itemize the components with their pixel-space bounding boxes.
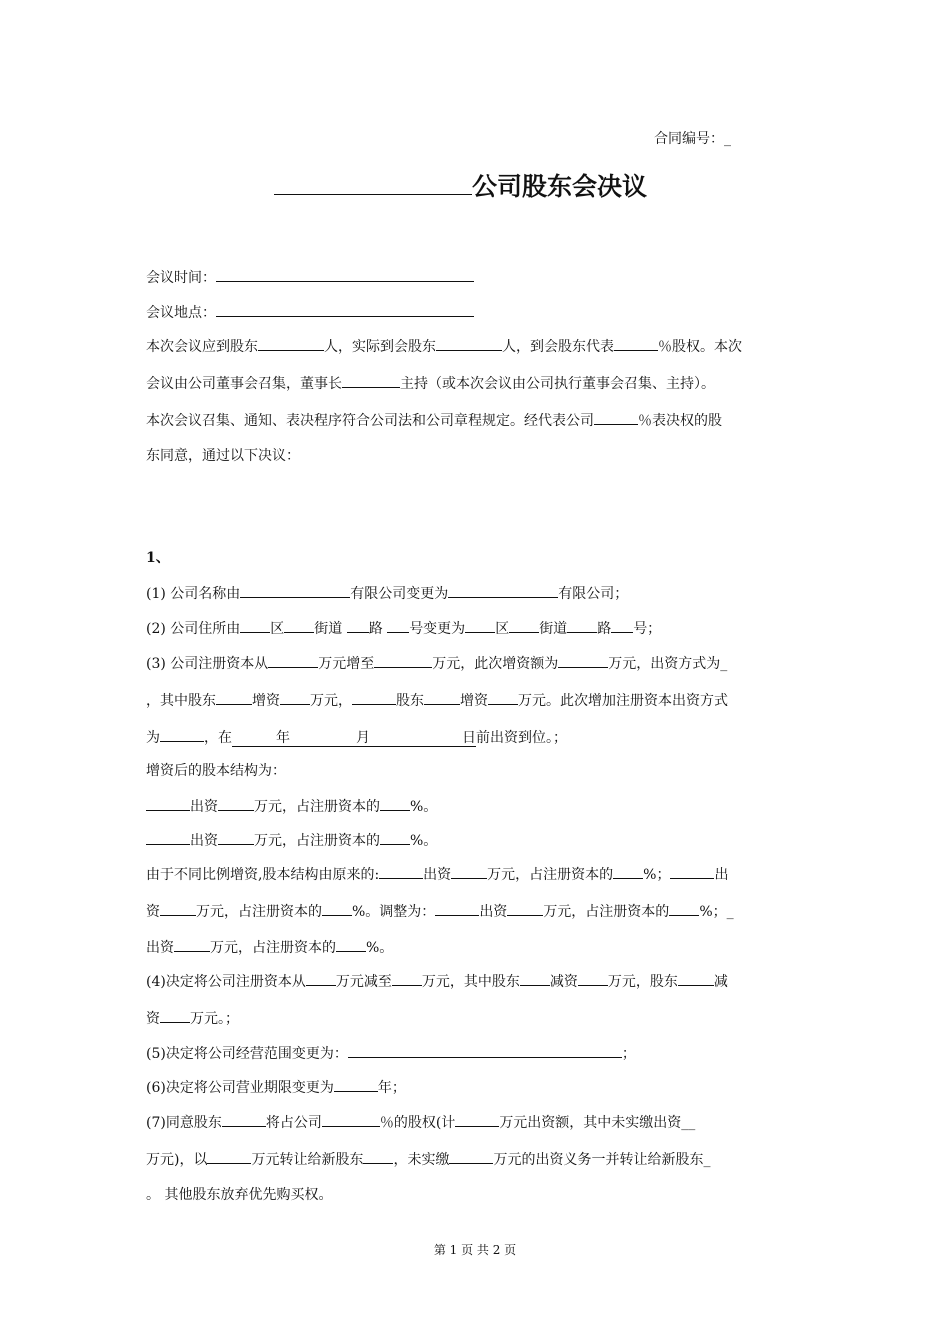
blank[interactable] xyxy=(363,1148,393,1164)
resolution-item-3-line-2 xyxy=(146,689,728,711)
blank[interactable] xyxy=(465,617,495,633)
text: 街道 xyxy=(539,621,568,637)
blank[interactable] xyxy=(207,1148,251,1164)
text: ％股权。本次 xyxy=(658,339,742,355)
text: 万元的出资义务一并转让给新股东_ xyxy=(493,1152,711,1168)
blank[interactable] xyxy=(392,970,422,986)
text: 出 xyxy=(714,867,729,883)
blank[interactable] xyxy=(567,617,597,633)
text: 增资 xyxy=(252,693,280,709)
text: 会议由公司董事会召集，董事长 xyxy=(146,376,342,392)
text: 资 xyxy=(146,904,160,920)
text: 人，实际到会股东 xyxy=(324,339,436,355)
structure-title: 增资后的股本结构为： xyxy=(146,763,286,779)
blank[interactable] xyxy=(160,726,204,742)
diff-line-3 xyxy=(146,936,393,958)
title-blank[interactable] xyxy=(274,168,472,195)
blank[interactable] xyxy=(435,900,479,916)
blank[interactable] xyxy=(424,689,460,705)
text: 万元出资额，其中未实缴出资__ xyxy=(499,1115,696,1131)
resolution-item-1 xyxy=(146,582,628,604)
blank[interactable] xyxy=(160,1007,190,1023)
blank[interactable] xyxy=(380,795,410,811)
text: 日 xyxy=(462,730,476,746)
blank[interactable] xyxy=(322,900,352,916)
blank[interactable] xyxy=(146,829,190,845)
blank[interactable] xyxy=(380,829,410,845)
text: 出资 xyxy=(479,904,508,920)
blank[interactable] xyxy=(336,936,366,952)
blank[interactable] xyxy=(448,582,558,598)
text: 路 xyxy=(368,621,383,637)
text: 出资 xyxy=(146,940,174,956)
text: 万元减至 xyxy=(335,974,392,990)
blank[interactable] xyxy=(280,689,310,705)
text: 出资 xyxy=(190,799,218,815)
text: 减资 xyxy=(549,974,578,990)
text: 万元，其中股东 xyxy=(421,974,520,990)
blank[interactable] xyxy=(451,863,487,879)
meeting-time-label: 会议时间： xyxy=(146,270,216,286)
blank[interactable] xyxy=(520,970,550,986)
text: 万元转让给新股东 xyxy=(251,1152,364,1168)
meeting-para-line-3 xyxy=(146,409,722,431)
blank[interactable] xyxy=(669,900,699,916)
blank[interactable] xyxy=(578,970,608,986)
text: 月 xyxy=(356,730,370,746)
resolution-item-6 xyxy=(146,1076,406,1098)
diff-line-2 xyxy=(146,900,734,922)
meeting-time-blank[interactable] xyxy=(216,266,474,282)
text: 本次会议应到股东 xyxy=(146,339,258,355)
blank[interactable] xyxy=(268,652,318,668)
blank[interactable] xyxy=(218,829,254,845)
text: (4)决定将公司注册资本从 xyxy=(146,974,306,990)
blank[interactable] xyxy=(146,795,190,811)
text: 万元，此次增资额为 xyxy=(432,656,559,672)
text: (6)决定将公司营业期限变更为 xyxy=(146,1080,334,1096)
text: (1) 公司名称由 xyxy=(146,586,241,602)
text: 万元，占注册资本的 xyxy=(196,904,322,920)
text: 万元，占注册资本的 xyxy=(487,867,614,883)
blank[interactable] xyxy=(594,409,638,425)
text: 有限公司； xyxy=(558,586,629,602)
date-underline[interactable] xyxy=(232,730,476,747)
text: 万元。； xyxy=(190,1011,239,1027)
blank[interactable] xyxy=(258,335,324,351)
text: 万元。此次增加注册资本出资方式 xyxy=(518,693,728,709)
text: 主持（或本次会议由公司执行董事会召集、主持）。 xyxy=(400,376,715,392)
blank[interactable] xyxy=(342,372,400,388)
meeting-time-line xyxy=(146,266,474,288)
blank[interactable] xyxy=(284,617,314,633)
blank[interactable] xyxy=(374,652,432,668)
text: ； xyxy=(621,1046,636,1062)
text: 万元，占注册资本的 xyxy=(254,799,380,815)
page-title xyxy=(274,168,647,205)
text: (7)同意股东 xyxy=(146,1115,222,1131)
text: (3) 公司注册资本从 xyxy=(146,656,269,672)
text: %；_ xyxy=(699,904,734,920)
blank[interactable] xyxy=(678,970,714,986)
text: 将占公司 xyxy=(265,1115,322,1131)
page-number: 第 1 页 共 2 页 xyxy=(433,1243,517,1257)
resolution-item-7-line-1 xyxy=(146,1111,695,1133)
blank[interactable] xyxy=(334,1076,378,1092)
text: 增资 xyxy=(460,693,488,709)
resolution-item-2 xyxy=(146,617,661,639)
text: 万元)，以 xyxy=(146,1152,208,1168)
text: 路 xyxy=(597,621,612,637)
blank[interactable] xyxy=(614,335,658,351)
text: 资 xyxy=(146,1011,160,1027)
text: 股东 xyxy=(396,693,424,709)
blank[interactable] xyxy=(352,689,396,705)
text: ，在 xyxy=(204,730,232,746)
text: %。 xyxy=(410,833,438,849)
blank[interactable] xyxy=(218,795,254,811)
meeting-para-line-2 xyxy=(146,372,715,394)
blank[interactable] xyxy=(449,1148,493,1164)
text: %。 xyxy=(410,799,438,815)
text: 出资 xyxy=(190,833,218,849)
meeting-para-line-4: 东同意，通过以下决议： xyxy=(146,448,300,464)
text: %。 xyxy=(366,940,394,956)
blank[interactable] xyxy=(509,617,539,633)
text: 本次会议召集、通知、表决程序符合公司法和公司章程规定。经代表公司 xyxy=(146,413,594,429)
text: 万元增至 xyxy=(318,656,375,672)
structure-row-2 xyxy=(146,829,437,851)
blank[interactable] xyxy=(216,689,252,705)
contract-number-label: 合同编号：_ xyxy=(654,131,731,147)
resolution-item-3-line-1 xyxy=(146,652,727,674)
text: (5)决定将公司经营范围变更为： xyxy=(146,1046,348,1062)
text: (2) 公司住所由 xyxy=(146,621,241,637)
text: 万元， xyxy=(310,693,352,709)
blank[interactable] xyxy=(160,900,196,916)
blank[interactable] xyxy=(322,1111,380,1127)
text: 万元，占注册资本的 xyxy=(254,833,380,849)
text: 由于不同比例增资,股本结构由原来的: xyxy=(146,867,380,883)
text: %。调整为： xyxy=(352,904,436,920)
resolution-item-7-line-2 xyxy=(146,1148,710,1170)
meeting-place-label: 会议地点： xyxy=(146,305,216,321)
resolution-item-7-line-3: 。 其他股东放弃优先购买权。 xyxy=(146,1187,333,1203)
blank[interactable] xyxy=(347,617,369,633)
text: 区 xyxy=(270,621,285,637)
text: 人，到会股东代表 xyxy=(502,339,614,355)
text: ，其中股东 xyxy=(146,693,216,709)
text: ，未实缴 xyxy=(393,1152,450,1168)
blank[interactable] xyxy=(613,863,643,879)
blank[interactable] xyxy=(670,863,714,879)
blank[interactable] xyxy=(436,335,502,351)
blank[interactable] xyxy=(507,900,543,916)
text: 万元，股东 xyxy=(607,974,678,990)
blank[interactable] xyxy=(488,689,518,705)
title-text: 公司股东会决议 xyxy=(472,172,648,201)
meeting-place-blank[interactable] xyxy=(216,301,474,317)
resolution-item-3-line-3 xyxy=(146,726,567,748)
blank[interactable] xyxy=(455,1111,499,1127)
blank[interactable] xyxy=(348,1042,622,1058)
text: 万元，占注册资本的 xyxy=(210,940,336,956)
blank[interactable] xyxy=(611,617,633,633)
text: 区 xyxy=(495,621,510,637)
text: 出资 xyxy=(423,867,452,883)
resolution-item-4-line-1 xyxy=(146,970,728,992)
text: 有限公司变更为 xyxy=(350,586,449,602)
text: 年 xyxy=(276,730,290,746)
text: 年； xyxy=(377,1080,406,1096)
text: 街道 xyxy=(314,621,343,637)
text: 为 xyxy=(146,730,160,746)
blank[interactable] xyxy=(387,617,409,633)
blank[interactable] xyxy=(379,863,423,879)
text: 万元，占注册资本的 xyxy=(543,904,670,920)
blank[interactable] xyxy=(558,652,608,668)
meeting-para-line-1 xyxy=(146,335,742,357)
blank[interactable] xyxy=(240,582,350,598)
text: 万元，出资方式为_ xyxy=(608,656,728,672)
meeting-place-line xyxy=(146,301,474,323)
diff-line-1 xyxy=(146,863,728,885)
blank[interactable] xyxy=(174,936,210,952)
blank[interactable] xyxy=(306,970,336,986)
blank[interactable] xyxy=(222,1111,266,1127)
text: 减 xyxy=(713,974,728,990)
blank[interactable] xyxy=(240,617,270,633)
text: 号变更为 xyxy=(409,621,466,637)
text: %； xyxy=(643,867,671,883)
text: ％的股权(计 xyxy=(379,1115,456,1131)
section-number: 1、 xyxy=(146,550,170,566)
text: 号； xyxy=(633,621,662,637)
resolution-item-5 xyxy=(146,1042,636,1064)
structure-row-1 xyxy=(146,795,437,817)
text: 前出资到位。； xyxy=(476,730,567,746)
text: ％表决权的股 xyxy=(638,413,722,429)
resolution-item-4-line-2 xyxy=(146,1007,239,1029)
